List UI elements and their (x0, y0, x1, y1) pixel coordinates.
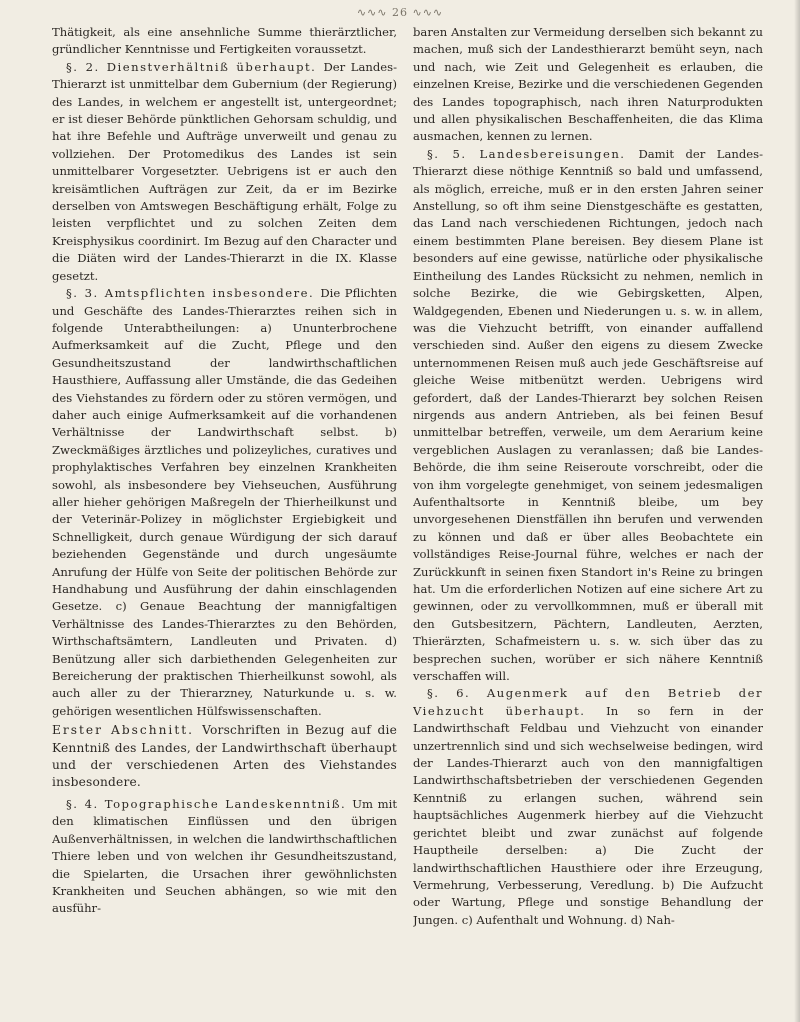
section-5-body: Damit der Landes-Thierarzt diese nöthige Kenntniß so bald und umfassend, als möglich, erreiche, muß er in den ersten Jahren seiner Anstellung, so oft ihm seine Dienstgeschäfte es gestatten, das Land nach verschiedenen Richtungen, jedoch nach einem bestimmten Plane bereisen. Bey diesem Plane ist besonders auf eine gewisse, natürliche oder physikalische Eintheilung des Landes Rücksicht zu nehmen, nemlich in solche Bezirke, die wie Gebirgsketten, Alpen, Waldgegenden, Ebenen und Niederungen u. s. w. in allem, was die Viehzucht betrifft, von einander auffallend verschieden sind. Außer den eigens zu diesem Zwecke unternommenen Reisen muß auch jede Geschäftsreise auf gleiche Weise mitbenützt werden. Uebrigens wird gefordert, daß der Landes-Thierarzt bey solchen Reisen nirgends aus andern Antrieben, als bei feinen Besuf unmittelbar betreffen, verweile, um dem Aerarium keine vergeblichen Auslagen zu veranlassen; daß bie Landes-Behörde, die ihm seine Reiseroute vorschreibt, oder die von ihm vorgelegte genehmiget, von seinem jedesmaligen Aufenthaltsorte in Kenntniß bleibe, um bey unvorgesehenen Dienstfällen ihn berufen und verwenden zu können und daß er über alles Beobachtete ein vollständiges Reise-Journal führe, welches er nach der Zurückkunft in seinen fixen Standort in's Reine zu bringen hat. Um die erforderlichen Notizen auf eine sichere Art zu gewinnen, oder zu vervollkommnen, muß er überall mit den Gutsbesitzern, Pächtern, Landleuten, Aerzten, Thierärzten, Schafmeistern u. s. w. sich über das zu besprechen suchen, worüber er sich nähere Kenntniß verschaffen will. (413, 146, 763, 684)
section-2-body: Der Landes-Thierarzt ist unmittelbar dem Gubernium (der Regierung) des Landes, in welchem er angestellt ist, untergeordnet; er ist dieser Behörde pünktlichen Gehorsam schuldig, und hat ihre Befehle und Aufträge unverweilt und genau zu vollziehen. Der Protomedikus des Landes ist sein unmittelbarer Vorgesetzter. Uebrigens ist er auch den kreisämtlichen Aufträgen zur Zeit, da er im Bezirke derselben von Amtswegen Beschäftigung erhält, Folge zu leisten verpflichtet und zu solchen Zeiten dem Kreisphysikus coordinirt. Im Bezug auf den Character und die Diäten wird der Landes-Thierarzt in die IX. Klasse gesetzt. (52, 59, 397, 283)
section-6 (413, 685, 763, 929)
chapter-number: Erster Abschnitt. (52, 723, 203, 738)
section-5 (413, 146, 763, 686)
section-4 (52, 796, 397, 918)
paragraph-continuation-right: baren Anstalten zur Vermeidung derselben sich bekannt zu machen, muß sich der Landesthierarzt bemüht seyn, nach und nach, wie Zeit und Gelegenheit es erlauben, die einzelnen Kreise, Bezirke und die verschiedenen Gegenden des Landes topographisch, nach ihren Naturprodukten und allen physikalischen Beschaffenheiten, die das Klima ausmachen, kennen zu lernen. (413, 25, 763, 144)
section-6-body: In so fern in der Landwirthschaft Feldbau und Viehzucht von einander unzertrennlich sind und sich wechselweise bedingen, wird der Landes-Thierarzt auch von den mannigfaltigen Landwirthschaftsbetrieben der verschiedenen Gegenden Kenntniß zu erlangen suchen, während sein hauptsächliches Augenmerk hierbey auf die Viehzucht gerichtet bleibt und zwar zunächst auf folgende Hauptheile derselben: a) Die Zucht der landwirthschaftlichen Hausthiere oder ihre Erzeugung, Vermehrung, Verbesserung, Veredlung. b) Die Aufzucht oder Wartung, Pflege und sonstige Behandlung der Jungen. c) Aufenthalt und Wohnung. d) Nah- (413, 703, 763, 927)
section-2 (52, 59, 397, 285)
right-column (413, 24, 763, 1014)
page-edge-shadow (794, 0, 800, 1022)
section-6-heading: §. 6. Augenmerk auf den Betrieb der Viehzucht überhaupt. (413, 686, 763, 718)
page-header-ornament: ∿∿∿ 26 ∿∿∿ (356, 6, 444, 19)
section-3-body: Die Pflichten und Geschäfte des Landes-Thierarztes reihen sich in folgende Unterabtheilungen: a) Ununterbrochene Aufmerksamkeit auf die Zucht, Pflege und den Gesundheitszustand der landwirthschaftlichen Hausthiere, Auffassung aller Umstände, die das Gedeihen des Viehstandes zu fördern oder zu stören vermögen, und daher auch einige Aufmerksamkeit auf die vorhandenen Verhältnisse der Landwirthschaft selbst. b) Zweckmäßiges ärztliches und polizeyliches, curatives und prophylaktisches Verfahren bey einzelnen Krankheiten sowohl, als insbesondere bey Viehseuchen, Ausführung aller hieher gehörigen Maßregeln der Thierheilkunst und der Veterinär-Polizey in möglichster Ergiebigkeit und Schnelligkeit, durch genaue Würdigung der sich darauf beziehenden Gegenstände und durch ungesäumte Anrufung der Hülfe von Seite der politischen Behörde zur Handhabung und Ausführung der dahin einschlagenden Gesetze. c) Genaue Beachtung der mannigfaltigen Verhältnisse des Landes-Thierarztes zu den Behörden, Wirthschaftsämtern, Landleuten und Privaten. d) Benützung aller sich darbiethenden Gelegenheiten zur Bereicherung der praktischen Thierheilkunst sowohl, als auch aller zu der Thierarzney, Naturkunde u. s. w. gehörigen wesentlichen Hülfswissenschaften. (52, 286, 397, 718)
section-4-heading: §. 4. Topographische Landeskenntniß. (66, 796, 353, 811)
section-4-body: Um mit den klimatischen Einflüssen und den übrigen Außenverhältnissen, in welchen die landwirthschaftlichen Thiere leben und von welchen ihr Gesundheitszustand, die Spielarten, die Ursachen ihrer gewöhnlichsten Krankheiten und Seuchen abhängen, so wie mit den ausführ- (52, 796, 397, 916)
chapter-heading (52, 722, 397, 792)
section-3 (52, 285, 397, 720)
left-column (52, 24, 397, 1014)
section-2-heading: §. 2. Dienstverhältniß überhaupt. (66, 59, 324, 74)
chapter-title: Vorschriften in Bezug auf die Kenntniß des Landes, der Landwirthschaft überhaupt und der verschiedenen Arten des Viehstandes insbesondere. (52, 723, 397, 790)
paragraph-continuation: Thätigkeit, als eine ansehnliche Summe thierärztlicher, gründlicher Kenntnisse und Fertigkeiten voraussetzt. (52, 25, 397, 57)
section-3-heading: §. 3. Amtspflichten insbesondere. (66, 286, 321, 301)
section-5-heading: §. 5. Landesbereisungen. (427, 146, 639, 161)
